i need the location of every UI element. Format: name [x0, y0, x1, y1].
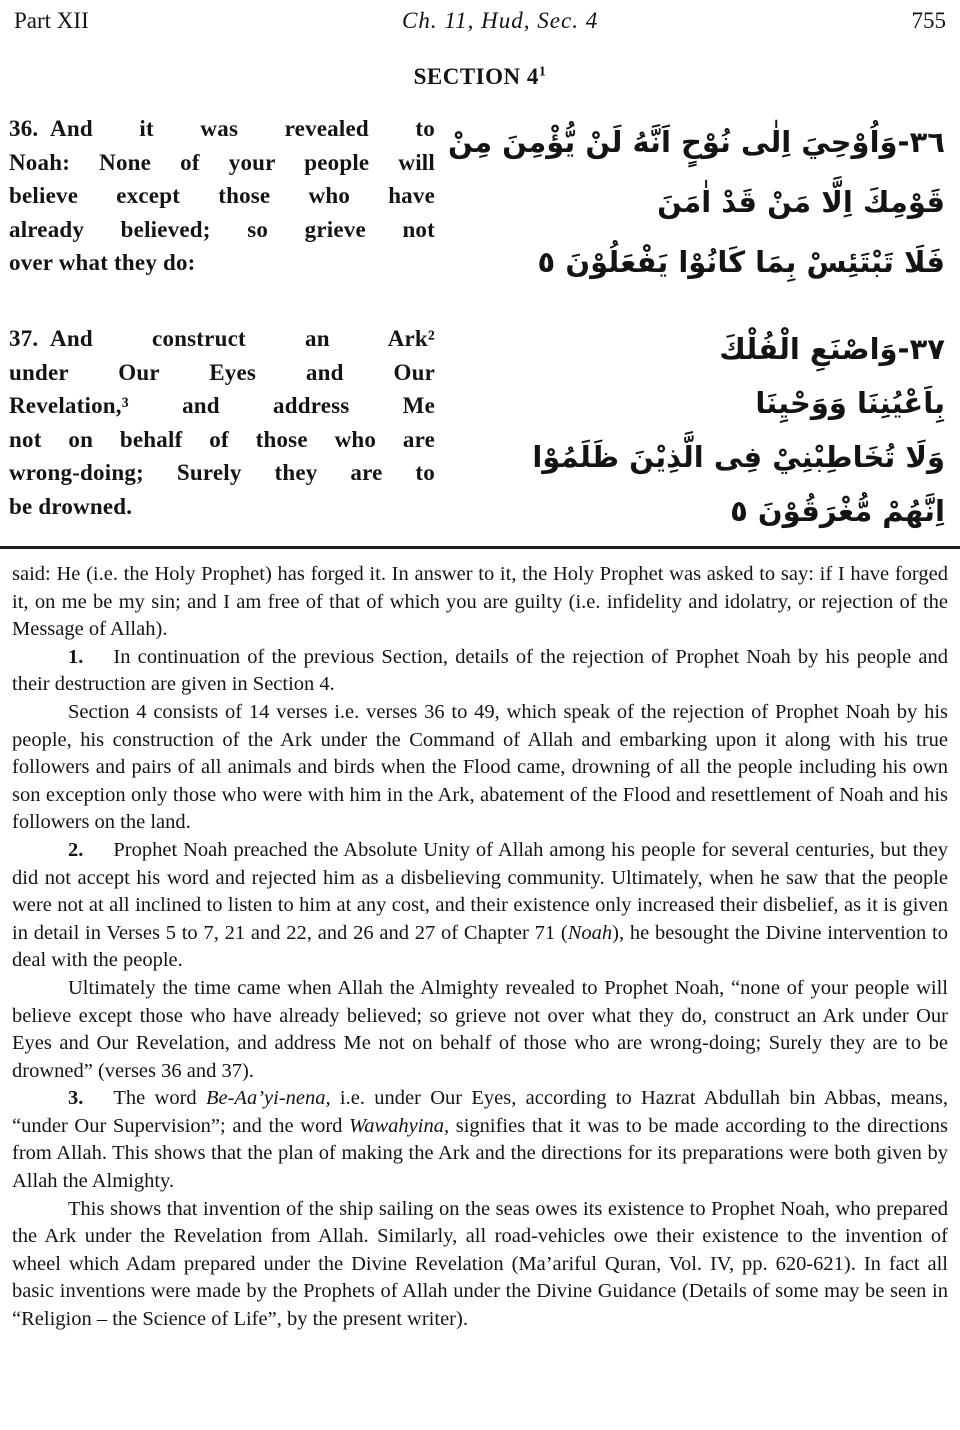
arabic-line: قَوْمِكَ اِلَّا مَنْ قَدْ اٰمَنَ [657, 185, 945, 219]
note-text: This shows that invention of the ship sailing on the seas owes its existence to Prophet Noah, who prepared the Ark under the Revelation from Allah. Similarly, all road-vehicles owe their existence to the invention of wheel which Adam prepared under the Divine Revelation (Ma’ariful Quran, Vol. IV, pp. 620-621). In fact all basic inventions were made by the Prophets of Allah under the Divine Guidance (Details of some may be seen in “Religion – the Science of Life”, by the present writer). [12, 1197, 948, 1331]
page-header [9, 8, 951, 34]
verse-line: over what they do: [9, 250, 196, 275]
verse-line: under Our Eyes and Our [9, 359, 435, 385]
note-2 [12, 837, 948, 975]
verse-36-arabic [435, 112, 951, 292]
note-text: i.e. under Our Eyes, according to Hazrat Abdullah bin Abbas, means, “under Our Supervision”; and the word [12, 1087, 948, 1137]
note-number: 3. [68, 1087, 84, 1110]
note-text: The word [113, 1087, 206, 1110]
note-3-continued [12, 1196, 948, 1334]
note-text-italic: Noah [567, 921, 613, 944]
verse-line: be drowned. [9, 493, 133, 519]
note-number: 2. [68, 838, 84, 861]
verse-line: believe except those who have [9, 183, 435, 208]
section-heading [9, 64, 951, 90]
verse-line: 36. And it was revealed to [9, 116, 435, 141]
note-text: In continuation of the previous Section, details of the rejection of Prophet Noah by his people and their destruction are given in Section 4. [12, 645, 948, 696]
section-title: SECTION 4 [413, 64, 539, 89]
verse-37-row [9, 322, 951, 538]
verses-block [9, 112, 951, 538]
verse-line: not on behalf of those who are [9, 426, 435, 452]
verse-37-arabic [435, 322, 951, 538]
note-text: Section 4 consists of 14 verses i.e. verses 36 to 49, which speak of the rejection of Prophet Noah by his people, his construction of the Ark under the Command of Allah and embarking upon it along with his true followers and pairs of all animals and birds when the Flood came, drowning of all the people including his own son exception only those who were with him in the Ark, abatement of the Flood and resettlement of Noah and his followers on the land. [12, 700, 948, 834]
verse-line: wrong-doing; Surely they are to [9, 460, 435, 485]
verse-line: Revelation,³ and address Me [9, 393, 435, 418]
note-text: Ultimately the time came when Allah the Almighty revealed to Prophet Noah, “none of your people will believe except those who have already believed; so grieve not over what they do, construct an Ark under Our Eyes and Our Revelation, and address Me not on behalf of those who are wrong-doing; Surely they are to be drowned” (verses 36 and 37). [12, 976, 948, 1082]
verse-line: 37. And construct an Ark² [9, 326, 435, 351]
part-label: Part XII [14, 8, 89, 33]
note-text: signifies that it was to be made according to the directions from Allah. This shows that the plan of making the Ark and the directions for its preparations were both given by Allah the Almighty. [12, 1114, 948, 1193]
arabic-line: ٣٧-وَاصْنَعِ الْفُلْكَ [719, 332, 945, 366]
arabic-line: فَلَا تَبْتَئِسْ بِمَا كَانُوْا يَفْعَلُوْنَ ٥ [537, 245, 945, 279]
arabic-line: ٣٦-وَاُوْحِيَ اِلٰى نُوْحٍ اَنَّهُ لَنْ يُّؤْمِنَ مِنْ [448, 125, 945, 159]
note-text-italic: Be-Aa’yi-nena, [205, 1087, 331, 1110]
note-text: said: He (i.e. the Holy Prophet) has forged it. In answer to it, the Holy Prophet was asked to say: if I have forged it, on me be my sin; and I am free of that of which you are guilty (i.e. infidelity and idolatry, or rejection of the Message of Allah). [12, 563, 948, 641]
note-3 [12, 1085, 948, 1195]
note-number: 1. [68, 645, 84, 668]
note-text: ), he besought the Divine intervention to deal with the people. [12, 921, 948, 972]
verse-line: already believed; so grieve not [9, 216, 435, 242]
arabic-line: بِاَعْيُنِنَا وَوَحْيِنَا [755, 386, 945, 420]
note-2-continued [12, 975, 948, 1085]
note-1 [12, 644, 948, 699]
note-1-continued [12, 699, 948, 837]
note-continuation [12, 561, 948, 644]
verse-36-english [9, 112, 435, 280]
footnote-divider [0, 546, 960, 549]
verse-line: Noah: None of your people will [9, 149, 435, 175]
commentary-notes [9, 561, 951, 1334]
verse-37-english [9, 322, 435, 523]
verse-36-row [9, 112, 951, 292]
note-text: Prophet Noah preached the Absolute Unity of Allah among his people for several centuries, but they did not accept his word and rejected him as a disbelieving community. Ultimately, when he saw that the people were not at all inclined to listen to him at any cost, and their existence only increased their disbelief, as it is given in detail in Verses 5 to 7, 21 and 22, and 26 and 27 of Chapter 71 ( [12, 838, 948, 944]
page-number: 755 [911, 8, 946, 33]
note-text-italic: Wawahyina, [349, 1114, 450, 1137]
chapter-title: Ch. 11, Hud, Sec. 4 [402, 8, 599, 33]
arabic-line: وَلَا تُخَاطِبْنِيْ فِى الَّذِيْنَ ظَلَمُوْا [532, 440, 945, 474]
section-footnote-ref: 1 [538, 64, 547, 80]
arabic-line: اِنَّهُمْ مُّغْرَقُوْنَ ٥ [730, 494, 945, 528]
